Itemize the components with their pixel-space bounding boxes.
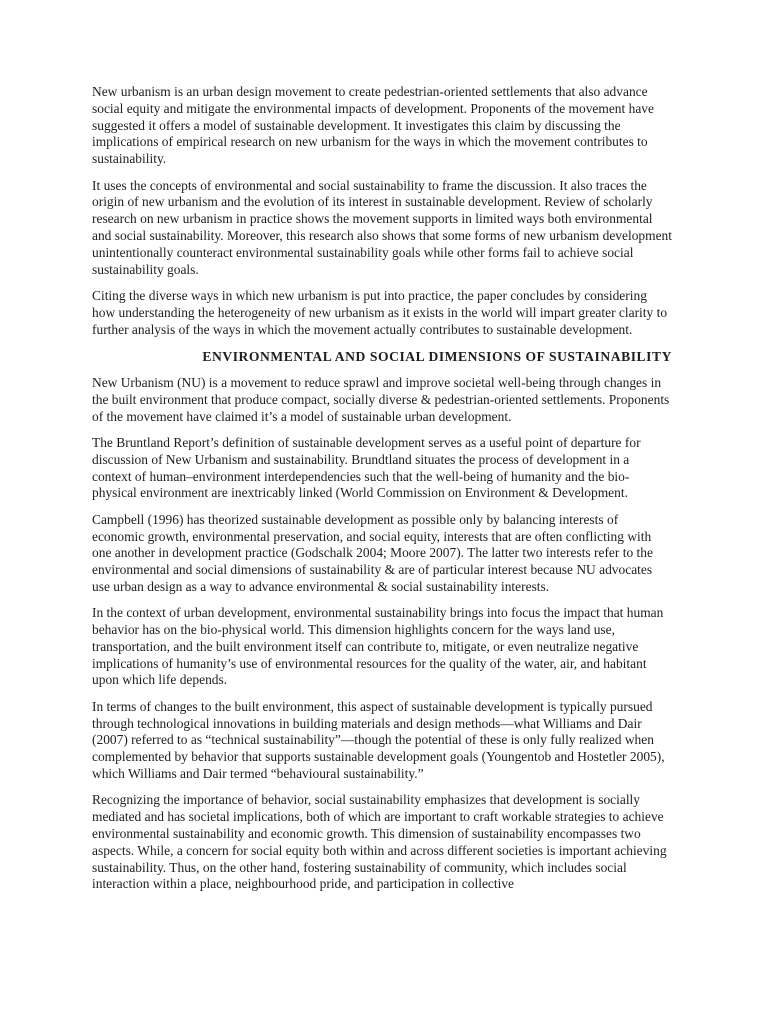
- section-paragraph-6: Recognizing the importance of behavior, social sustainability emphasizes that development is socially mediated and has societal implications, both of which are important to craft workable strategies to achieve environmental sustainability and economic growth. This dimension of sustainability encompasses two aspects. While, a concern for social equity both within and across different societies is important achieving sustainability. Thus, on the other hand, fostering sustainability of community, which includes social interaction within a place, neighbourhood pride, and participation in collective: [92, 792, 667, 892]
- section-paragraph-4: In the context of urban development, environmental sustainability brings into focus the impact that human behavior has on the bio-physical world. This dimension highlights concern for the ways land use, transportation, and the built environment itself can contribute to, mitigate, or even neutralize negative implications of humanity’s use of environmental resources for the quality of the water, air, and habitant upon which life depends.: [92, 605, 664, 688]
- section-paragraph-2: The Bruntland Report’s definition of sustainable development serves as a useful point of departure for discussion of New Urbanism and sustainability. Brundtland situates the process of development in a context of human–environment interdependencies such that the well-being of humanity and the bio-physical environment are inextricably linked (World Commission on Environment & Development.: [92, 434, 641, 501]
- document-page: [92, 84, 672, 903]
- intro-paragraph-3: Citing the diverse ways in which new urbanism is put into practice, the paper concludes by considering how understanding the heterogeneity of new urbanism as it exists in the world will impart greater clarity to further analysis of the ways in which the movement actually contributes to sustainable development.: [92, 287, 668, 337]
- section-paragraph-3: Campbell (1996) has theorized sustainable development as possible only by balancing interests of economic growth, environmental preservation, and social equity, interests that are often conflicting with one another in development practice (Godschalk 2004; Moore 2007). The latter two interests refer to the environmental and social dimensions of sustainability & are of particular interest because NU advocates use urban design as a way to advance environmental & social sustainability interests.: [92, 511, 653, 594]
- intro-paragraph-2: It uses the concepts of environmental and social sustainability to frame the discussion. It also traces the origin of new urbanism and the evolution of its interest in sustainable development. Review of scholarly research on new urbanism in practice shows the movement supports in limited ways both environmental and social sustainability. Moreover, this research also shows that some forms of new urbanism development unintentionally counteract environmental sustainability goals while other forms fail to achieve social sustainability goals.: [92, 177, 673, 277]
- section-paragraph-1: New Urbanism (NU) is a movement to reduce sprawl and improve societal well-being through changes in the built environment that produce compact, socially diverse & pedestrian-oriented settlements. Proponents of the movement have claimed it’s a model of sustainable urban development.: [92, 374, 670, 424]
- section-heading: ENVIRONMENTAL AND SOCIAL DIMENSIONS OF SUSTAINABILITY: [202, 348, 672, 364]
- section-paragraph-5: In terms of changes to the built environment, this aspect of sustainable development is typically pursued through technological innovations in building materials and design methods—what Williams and Dair (2007) referred to as “technical sustainability”—though the potential of these is only fully realized when complemented by behavior that supports sustainable development goals (Youngentob and Hostetler 2005), which Williams and Dair termed “behavioural sustainability.”: [92, 698, 665, 782]
- intro-paragraph-1: New urbanism is an urban design movement to create pedestrian-oriented settlements that also advance social equity and mitigate the environmental impacts of development. Proponents of the movement have suggested it offers a model of sustainable development. It investigates this claim by discussing the implications of empirical research on new urbanism for the ways in which the movement contributes to sustainability.: [92, 84, 654, 167]
